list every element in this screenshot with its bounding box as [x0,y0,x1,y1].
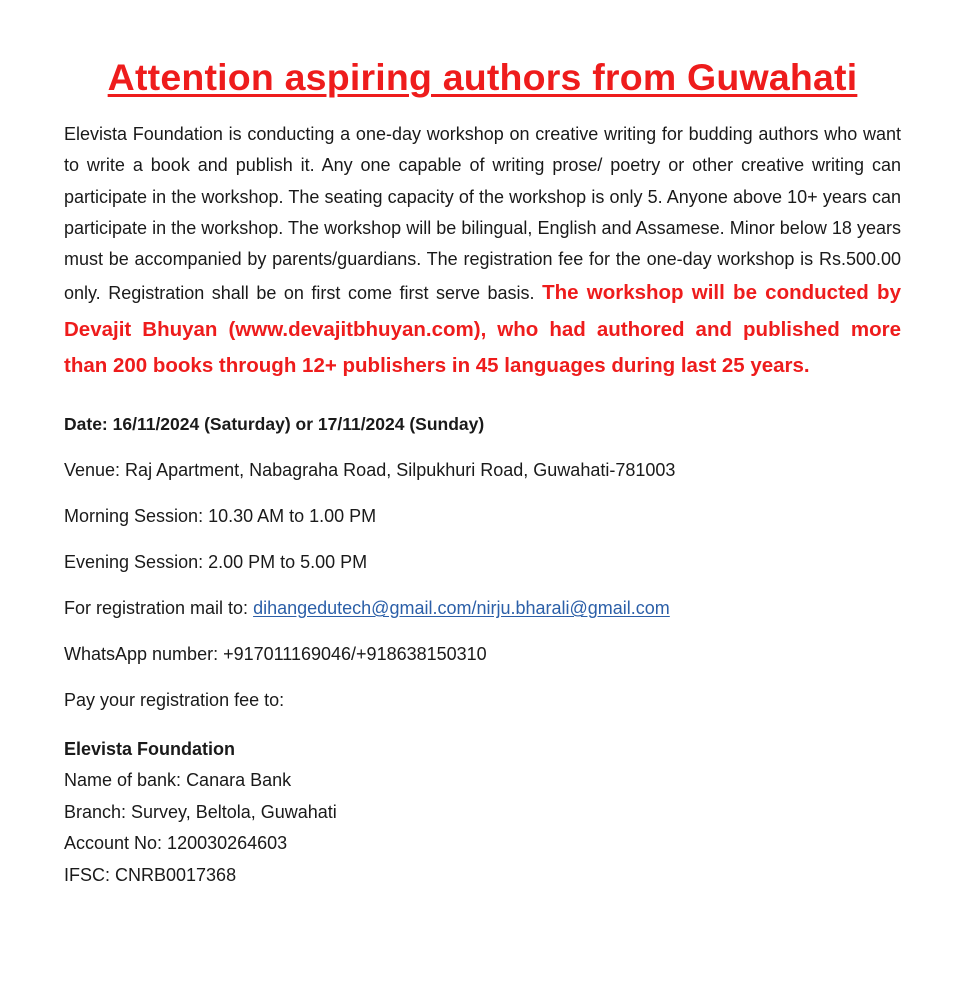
evening-session: Evening Session: 2.00 PM to 5.00 PM [64,551,368,572]
workshop-venue: Venue: Raj Apartment, Nabagraha Road, Silpukhuri Road, Guwahati-781003 [64,459,676,480]
account-holder-name: Elevista Foundation [64,738,236,759]
bank-details [64,734,901,892]
whatsapp-number: WhatsApp number: +917011169046/+918638150310 [64,643,487,664]
registration-email-link[interactable]: dihangedutech@gmail.com/nirju.bharali@gmail.com [253,597,670,618]
bank-branch: Branch: Survey, Beltola, Guwahati [64,801,337,822]
payment-instruction: Pay your registration fee to: [64,689,285,710]
intro-highlight-text: The workshop will be conducted by Devajit Bhuyan (www.devajitbhuyan.com), who had authored and published more than 200 books through 12+ publishers in 45 languages during last 25 years. [64,281,901,378]
account-number: Account No: 120030264603 [64,833,288,854]
document-page [64,56,901,891]
morning-session: Morning Session: 10.30 AM to 1.00 PM [64,505,377,526]
page-title: Attention aspiring authors from Guwahati [107,56,858,98]
intro-paragraph [64,119,901,385]
bank-name: Name of bank: Canara Bank [64,770,292,791]
ifsc-code: IFSC: CNRB0017368 [64,864,237,885]
registration-label: For registration mail to: [64,597,254,618]
intro-body-text: Elevista Foundation is conducting a one-day workshop on creative writing for budding authors who want to write a book and publish it. Any one capable of writing prose/ poetry or other creative writing can participate in the workshop. The seating capacity of the workshop is only 5. Anyone above 10+ years can participate in the workshop. The workshop will be bilingual, English and Assamese. Minor below 18 years must be accompanied by parents/guardians. The registration fee for the one-day workshop is Rs.500.00 only. Registration shall be on first come first serve basis. [64,124,901,304]
registration-line [64,596,901,620]
workshop-date: Date: 16/11/2024 (Saturday) or 17/11/2024 (Sunday) [64,413,485,434]
